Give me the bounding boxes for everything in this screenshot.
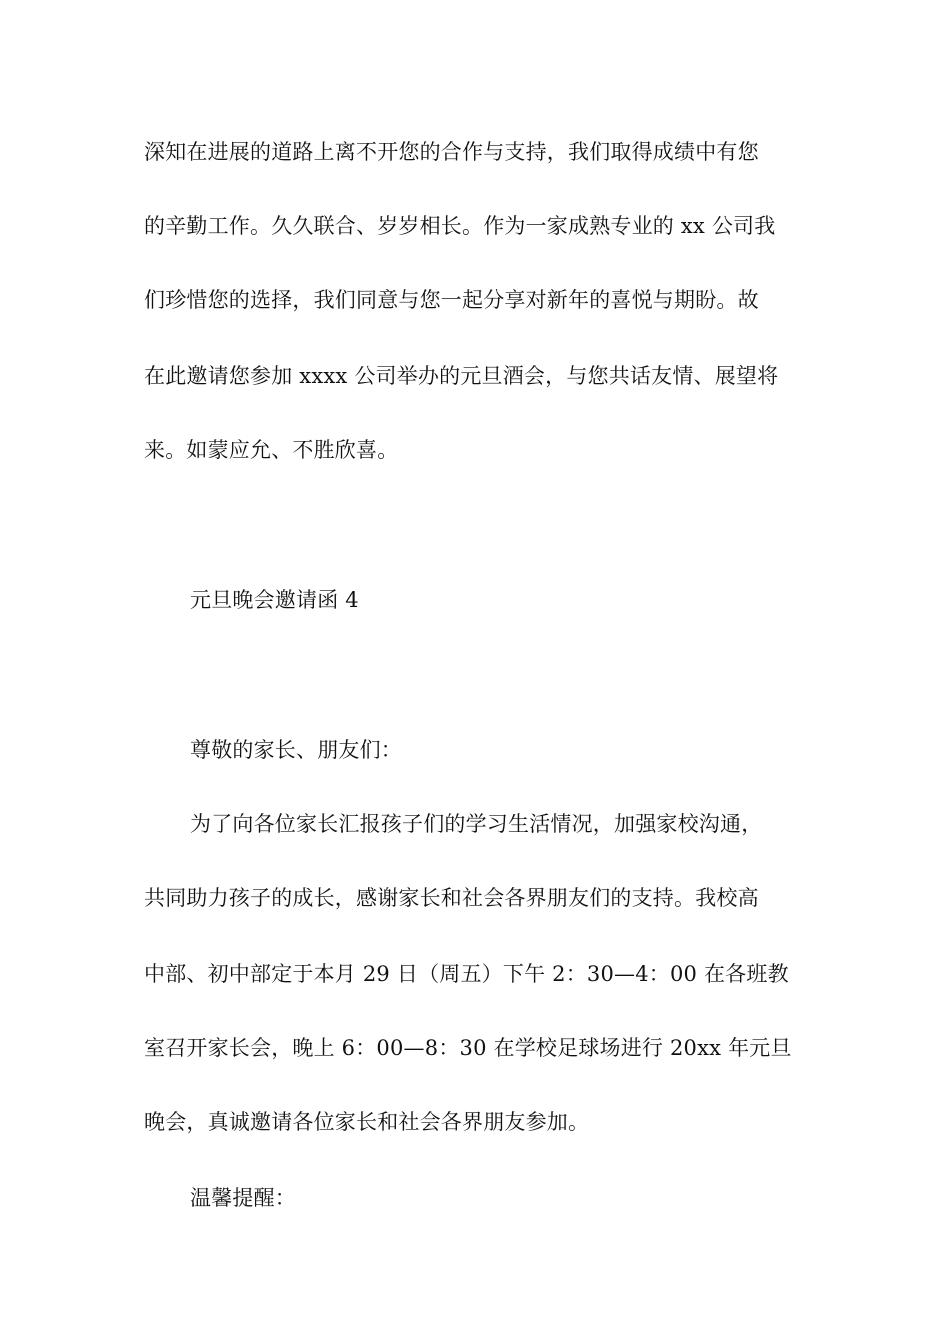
paragraph-2-line-4: 室召开家长会，晚上 6：00—8：30 在学校足球场进行 20xx 年元旦 (144, 1036, 792, 1060)
paragraph-1-line-3: 们珍惜您的选择，我们同意与您一起分享对新年的喜悦与期盼。故 (144, 288, 759, 312)
paragraph-2-line-2: 共同助力孩子的成长，感谢家长和社会各界朋友们的支持。我校高 (144, 886, 759, 910)
paragraph-1-line-2: 的辛勤工作。久久联合、岁岁相长。作为一家成熟专业的 xx 公司我 (144, 214, 776, 238)
paragraph-2-line-3: 中部、初中部定于本月 29 日（周五）下午 2：30—4：00 在各班教 (144, 962, 789, 986)
paragraph-2-line-1: 为了向各位家长汇报孩子们的学习生活情况，加强家校沟通， (190, 812, 763, 836)
reminder-heading: 温馨提醒： (190, 1186, 296, 1210)
paragraph-1-line-1: 深知在进展的道路上离不开您的合作与支持，我们取得成绩中有您 (144, 140, 759, 164)
paragraph-1-line-5: 来。如蒙应允、不胜欣喜。 (144, 438, 399, 462)
section-title: 元旦晚会邀请函 4 (190, 588, 359, 612)
paragraph-2-line-5: 晚会，真诚邀请各位家长和社会各界朋友参加。 (144, 1110, 590, 1134)
salutation: 尊敬的家长、朋友们： (190, 738, 402, 762)
paragraph-1-line-4: 在此邀请您参加 xxxx 公司举办的元旦酒会，与您共话友情、展望将 (144, 364, 779, 388)
